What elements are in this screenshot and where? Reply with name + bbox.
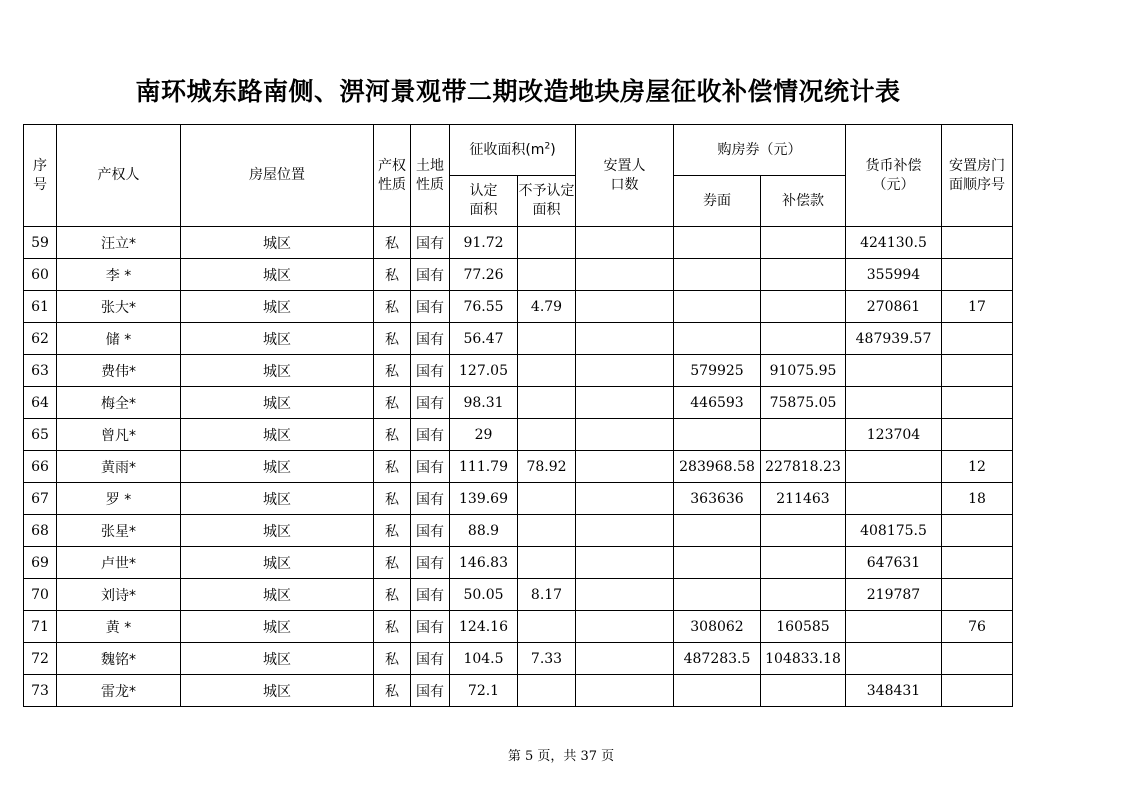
seq-cell: 69 — [24, 547, 57, 579]
property-nature-cell: 私 — [374, 451, 411, 483]
property-nature-cell: 私 — [374, 483, 411, 515]
header-voucher-face: 券面 — [674, 176, 761, 227]
location-cell: 城区 — [181, 259, 374, 291]
header-seq: 序号 — [24, 125, 57, 227]
table-row — [24, 227, 1013, 259]
voucher-compensation-cell — [761, 547, 846, 579]
unconfirmed-area-cell — [518, 259, 576, 291]
storefront-order-cell — [942, 643, 1013, 675]
unconfirmed-area-cell — [518, 323, 576, 355]
storefront-order-cell: 17 — [942, 291, 1013, 323]
resettle-population-cell — [576, 643, 674, 675]
seq-cell: 73 — [24, 675, 57, 707]
table-row — [24, 387, 1013, 419]
property-nature-cell: 私 — [374, 547, 411, 579]
property-nature-cell: 私 — [374, 675, 411, 707]
header-cash-compensation: 货币补偿（元） — [846, 125, 942, 227]
resettle-population-cell — [576, 387, 674, 419]
header-area-group: 征收面积$(m^2)$ — [450, 125, 576, 176]
header-unconfirmed-area: 不予认定面积 — [518, 176, 576, 227]
cash-compensation-cell: 355994 — [846, 259, 942, 291]
land-nature-cell: 国有 — [411, 643, 450, 675]
voucher-compensation-cell — [761, 323, 846, 355]
unconfirmed-area-cell — [518, 611, 576, 643]
header-owner: 产权人 — [57, 125, 181, 227]
storefront-order-cell — [942, 259, 1013, 291]
voucher-face-cell — [674, 547, 761, 579]
confirmed-area-cell: 124.16 — [450, 611, 518, 643]
location-cell: 城区 — [181, 323, 374, 355]
voucher-compensation-cell — [761, 227, 846, 259]
property-nature-cell: 私 — [374, 515, 411, 547]
voucher-face-cell — [674, 291, 761, 323]
voucher-face-cell — [674, 675, 761, 707]
cash-compensation-cell: 123704 — [846, 419, 942, 451]
land-nature-cell: 国有 — [411, 515, 450, 547]
unconfirmed-area-cell — [518, 675, 576, 707]
resettle-population-cell — [576, 547, 674, 579]
unconfirmed-area-cell — [518, 387, 576, 419]
confirmed-area-cell: 76.55 — [450, 291, 518, 323]
land-nature-cell: 国有 — [411, 291, 450, 323]
resettle-population-cell — [576, 323, 674, 355]
owner-cell: 刘诗* — [57, 579, 181, 611]
land-nature-cell: 国有 — [411, 419, 450, 451]
owner-cell: 魏铭* — [57, 643, 181, 675]
voucher-face-cell — [674, 579, 761, 611]
resettle-population-cell — [576, 291, 674, 323]
storefront-order-cell — [942, 387, 1013, 419]
owner-cell: 罗 * — [57, 483, 181, 515]
owner-cell: 李 * — [57, 259, 181, 291]
seq-cell: 72 — [24, 643, 57, 675]
header-location: 房屋位置 — [181, 125, 374, 227]
cash-compensation-cell — [846, 483, 942, 515]
table-row — [24, 291, 1013, 323]
unconfirmed-area-cell: 4.79 — [518, 291, 576, 323]
seq-cell: 71 — [24, 611, 57, 643]
storefront-order-cell — [942, 675, 1013, 707]
owner-cell: 雷龙* — [57, 675, 181, 707]
table-row — [24, 675, 1013, 707]
confirmed-area-cell: 98.31 — [450, 387, 518, 419]
location-cell: 城区 — [181, 515, 374, 547]
header-voucher-compensation: 补偿款 — [761, 176, 846, 227]
resettle-population-cell — [576, 515, 674, 547]
table-row — [24, 547, 1013, 579]
location-cell: 城区 — [181, 451, 374, 483]
property-nature-cell: 私 — [374, 259, 411, 291]
cash-compensation-cell: 270861 — [846, 291, 942, 323]
voucher-compensation-cell — [761, 259, 846, 291]
land-nature-cell: 国有 — [411, 323, 450, 355]
confirmed-area-cell: 91.72 — [450, 227, 518, 259]
seq-cell: 65 — [24, 419, 57, 451]
unconfirmed-area-cell: 7.33 — [518, 643, 576, 675]
cash-compensation-cell: 647631 — [846, 547, 942, 579]
voucher-face-cell: 579925 — [674, 355, 761, 387]
voucher-compensation-cell: 211463 — [761, 483, 846, 515]
table-row — [24, 611, 1013, 643]
land-nature-cell: 国有 — [411, 227, 450, 259]
unconfirmed-area-cell — [518, 227, 576, 259]
voucher-compensation-cell — [761, 419, 846, 451]
table-row — [24, 419, 1013, 451]
seq-cell: 64 — [24, 387, 57, 419]
seq-cell: 70 — [24, 579, 57, 611]
cash-compensation-cell — [846, 387, 942, 419]
confirmed-area-cell: 104.5 — [450, 643, 518, 675]
seq-cell: 66 — [24, 451, 57, 483]
confirmed-area-cell: 111.79 — [450, 451, 518, 483]
owner-cell: 张星* — [57, 515, 181, 547]
confirmed-area-cell: 29 — [450, 419, 518, 451]
location-cell: 城区 — [181, 643, 374, 675]
voucher-compensation-cell: 160585 — [761, 611, 846, 643]
seq-cell: 60 — [24, 259, 57, 291]
property-nature-cell: 私 — [374, 419, 411, 451]
unconfirmed-area-cell — [518, 515, 576, 547]
seq-cell: 62 — [24, 323, 57, 355]
seq-cell: 63 — [24, 355, 57, 387]
voucher-face-cell: 363636 — [674, 483, 761, 515]
cash-compensation-cell: 219787 — [846, 579, 942, 611]
unconfirmed-area-cell: 8.17 — [518, 579, 576, 611]
property-nature-cell: 私 — [374, 291, 411, 323]
compensation-table — [23, 124, 1013, 707]
cash-compensation-cell — [846, 611, 942, 643]
cash-compensation-cell — [846, 355, 942, 387]
table-row — [24, 483, 1013, 515]
location-cell: 城区 — [181, 579, 374, 611]
owner-cell: 曾凡* — [57, 419, 181, 451]
voucher-compensation-cell: 227818.23 — [761, 451, 846, 483]
resettle-population-cell — [576, 259, 674, 291]
land-nature-cell: 国有 — [411, 611, 450, 643]
land-nature-cell: 国有 — [411, 355, 450, 387]
land-nature-cell: 国有 — [411, 451, 450, 483]
header-storefront-order: 安置房门面顺序号 — [942, 125, 1013, 227]
cash-compensation-cell — [846, 451, 942, 483]
confirmed-area-cell: 146.83 — [450, 547, 518, 579]
storefront-order-cell — [942, 355, 1013, 387]
unconfirmed-area-cell — [518, 419, 576, 451]
unconfirmed-area-cell — [518, 483, 576, 515]
storefront-order-cell — [942, 547, 1013, 579]
header-resettle-population: 安置人口数 — [576, 125, 674, 227]
location-cell: 城区 — [181, 419, 374, 451]
voucher-face-cell — [674, 323, 761, 355]
voucher-face-cell — [674, 515, 761, 547]
owner-cell: 卢世* — [57, 547, 181, 579]
property-nature-cell: 私 — [374, 387, 411, 419]
cash-compensation-cell: 348431 — [846, 675, 942, 707]
seq-cell: 68 — [24, 515, 57, 547]
voucher-face-cell — [674, 227, 761, 259]
resettle-population-cell — [576, 483, 674, 515]
property-nature-cell: 私 — [374, 643, 411, 675]
resettle-population-cell — [576, 611, 674, 643]
cash-compensation-cell: 408175.5 — [846, 515, 942, 547]
voucher-face-cell: 487283.5 — [674, 643, 761, 675]
owner-cell: 黄 * — [57, 611, 181, 643]
voucher-compensation-cell: 104833.18 — [761, 643, 846, 675]
voucher-face-cell: 283968.58 — [674, 451, 761, 483]
owner-cell: 黄雨* — [57, 451, 181, 483]
voucher-compensation-cell — [761, 579, 846, 611]
unconfirmed-area-cell: 78.92 — [518, 451, 576, 483]
table-row — [24, 515, 1013, 547]
voucher-compensation-cell — [761, 515, 846, 547]
page-title: 南环城东路南侧、淠河景观带二期改造地块房屋征收补偿情况统计表 — [135, 77, 901, 106]
storefront-order-cell: 12 — [942, 451, 1013, 483]
owner-cell: 费伟* — [57, 355, 181, 387]
location-cell: 城区 — [181, 355, 374, 387]
storefront-order-cell — [942, 419, 1013, 451]
table-row — [24, 323, 1013, 355]
page-footer: 第 5 页，共 37 页 — [507, 749, 615, 764]
storefront-order-cell — [942, 323, 1013, 355]
header-voucher-group: 购房券（元） — [674, 125, 846, 176]
storefront-order-cell — [942, 227, 1013, 259]
confirmed-area-cell: 56.47 — [450, 323, 518, 355]
confirmed-area-cell: 127.05 — [450, 355, 518, 387]
unconfirmed-area-cell — [518, 547, 576, 579]
voucher-compensation-cell — [761, 291, 846, 323]
voucher-face-cell — [674, 259, 761, 291]
property-nature-cell: 私 — [374, 323, 411, 355]
voucher-face-cell: 308062 — [674, 611, 761, 643]
land-nature-cell: 国有 — [411, 387, 450, 419]
owner-cell: 储 * — [57, 323, 181, 355]
storefront-order-cell — [942, 515, 1013, 547]
land-nature-cell: 国有 — [411, 675, 450, 707]
land-nature-cell: 国有 — [411, 579, 450, 611]
seq-cell: 59 — [24, 227, 57, 259]
header-land-nature: 土地性质 — [411, 125, 450, 227]
location-cell: 城区 — [181, 675, 374, 707]
storefront-order-cell: 76 — [942, 611, 1013, 643]
location-cell: 城区 — [181, 291, 374, 323]
confirmed-area-cell: 50.05 — [450, 579, 518, 611]
table-row — [24, 451, 1013, 483]
header-property-nature: 产权性质 — [374, 125, 411, 227]
location-cell: 城区 — [181, 483, 374, 515]
owner-cell: 张大* — [57, 291, 181, 323]
owner-cell: 汪立* — [57, 227, 181, 259]
table-row — [24, 355, 1013, 387]
property-nature-cell: 私 — [374, 227, 411, 259]
resettle-population-cell — [576, 675, 674, 707]
storefront-order-cell — [942, 579, 1013, 611]
confirmed-area-cell: 139.69 — [450, 483, 518, 515]
table-row — [24, 579, 1013, 611]
voucher-compensation-cell: 91075.95 — [761, 355, 846, 387]
resettle-population-cell — [576, 451, 674, 483]
resettle-population-cell — [576, 227, 674, 259]
land-nature-cell: 国有 — [411, 483, 450, 515]
voucher-face-cell: 446593 — [674, 387, 761, 419]
property-nature-cell: 私 — [374, 611, 411, 643]
location-cell: 城区 — [181, 387, 374, 419]
table-row — [24, 643, 1013, 675]
storefront-order-cell: 18 — [942, 483, 1013, 515]
land-nature-cell: 国有 — [411, 259, 450, 291]
voucher-compensation-cell: 75875.05 — [761, 387, 846, 419]
seq-cell: 61 — [24, 291, 57, 323]
confirmed-area-cell: 88.9 — [450, 515, 518, 547]
resettle-population-cell — [576, 355, 674, 387]
cash-compensation-cell — [846, 643, 942, 675]
property-nature-cell: 私 — [374, 355, 411, 387]
property-nature-cell: 私 — [374, 579, 411, 611]
land-nature-cell: 国有 — [411, 547, 450, 579]
owner-cell: 梅全* — [57, 387, 181, 419]
unconfirmed-area-cell — [518, 355, 576, 387]
table-row — [24, 259, 1013, 291]
header-confirmed-area: 认定面积 — [450, 176, 518, 227]
resettle-population-cell — [576, 579, 674, 611]
cash-compensation-cell: 424130.5 — [846, 227, 942, 259]
voucher-face-cell — [674, 419, 761, 451]
location-cell: 城区 — [181, 227, 374, 259]
location-cell: 城区 — [181, 611, 374, 643]
resettle-population-cell — [576, 419, 674, 451]
confirmed-area-cell: 77.26 — [450, 259, 518, 291]
cash-compensation-cell: 487939.57 — [846, 323, 942, 355]
location-cell: 城区 — [181, 547, 374, 579]
confirmed-area-cell: 72.1 — [450, 675, 518, 707]
voucher-compensation-cell — [761, 675, 846, 707]
seq-cell: 67 — [24, 483, 57, 515]
